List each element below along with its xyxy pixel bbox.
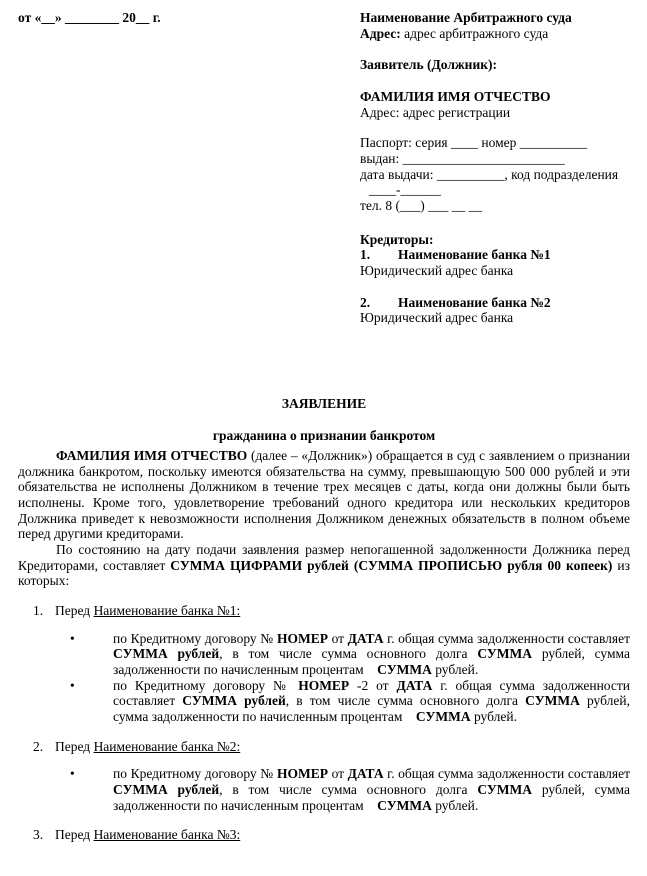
debt-item-3-number: 3. — [33, 827, 44, 843]
body-paragraph-1: ФАМИЛИЯ ИМЯ ОТЧЕСТВО (далее – «Должник») обращается в суд с заявлением о признании должника банкротом, поскольку имеются обязательства на сумму, превышающую 500 000 рублей и эти обязательства не исполнены Должником в течение трех месяцев с даты, когда они должны были быть исполнены. Кроме того, удовлетворение требований одного кредитора или нескольких кредиторов Должника приведет к невозможности исполнения Должником денежных обязательств в полном объеме перед другими кредиторами. — [18, 448, 630, 542]
debt-item-2-bank-name: Наименование банка №2: — [93, 738, 241, 754]
court-address — [360, 26, 630, 42]
bullet-marker: • — [70, 677, 75, 693]
header-left-column — [18, 10, 360, 26]
document-subtitle: гражданина о признании банкротом — [212, 427, 436, 443]
court-address-value: адрес арбитражного суда — [400, 25, 549, 41]
passport-issued-line: выдан: ________________________ — [360, 150, 565, 166]
court-name: Наименование Арбитражного суда — [360, 10, 572, 25]
debt-item-3-heading — [18, 827, 630, 843]
debt-list — [18, 603, 630, 843]
debt-item-1-bullet-2-text: по Кредитному договору № НОМЕР -2 от ДАТА г. общая сумма задолженности составляет СУММА рублей, в том числе сумма основного долга СУММА рублей, сумма задолженности по начисленным процентам СУММА рублей. — [113, 677, 631, 724]
debt-item-2-number: 2. — [33, 738, 44, 754]
passport-division-code-line: ____-______ — [369, 182, 441, 198]
court-address-label: Адрес: — [360, 25, 401, 41]
creditor-2-bank-name: Наименование банка №2 — [398, 294, 551, 310]
debt-item-2-heading — [18, 739, 630, 755]
debt-item-1-bullet-1-text: по Кредитному договору № НОМЕР от ДАТА г. общая сумма задолженности составляет СУММА рублей, в том числе сумма основного долга СУММА рублей, сумма задолженности по начисленным процентам СУММА рублей. — [113, 630, 630, 678]
debt-item-2-bullet-1-text: по Кредитному договору № НОМЕР от ДАТА г. общая сумма задолженности составляет СУММА рублей, в том числе сумма основного долга СУММА рублей, сумма задолженности по начисленным процентам СУММА рублей. — [113, 766, 630, 813]
debt-item-1-heading — [18, 603, 630, 619]
debt-item-3-prefix: Перед — [55, 827, 94, 843]
debt-list-item-2 — [18, 739, 630, 814]
debt-item-1-number: 1. — [33, 603, 44, 619]
creditor-2-name — [360, 295, 630, 311]
passport-series-number-line: Паспорт: серия ____ номер __________ — [360, 135, 588, 151]
creditor-1-address: Юридический адрес банка — [360, 262, 514, 278]
bullet-marker: • — [70, 630, 75, 646]
debt-item-1-bullet-1 — [18, 631, 630, 678]
debt-item-2-prefix: Перед — [55, 738, 94, 754]
document-title: ЗАЯВЛЕНИЕ — [281, 395, 367, 411]
debt-list-item-3 — [18, 827, 630, 843]
applicant-address: Адрес: адрес регистрации — [360, 104, 511, 120]
phone-line: тел. 8 (___) ___ __ __ — [360, 197, 483, 213]
debt-item-1-bank-name: Наименование банка №1: — [93, 603, 241, 619]
debt-item-3-bank-name: Наименование банка №3: — [93, 827, 241, 843]
passport-block — [360, 135, 630, 213]
title-block — [18, 396, 630, 443]
debt-item-2-bullets — [18, 766, 630, 813]
header-right-column — [360, 10, 630, 326]
creditor-1-bank-name: Наименование банка №1 — [398, 247, 551, 263]
date-blank-line: от «__» ________ 20__ г. — [18, 10, 161, 25]
debt-item-2-bullet-1 — [18, 766, 630, 813]
bullet-marker: • — [70, 766, 75, 782]
document-header — [18, 10, 630, 326]
body-paragraph-2: По состоянию на дату подачи заявления размер непогашенной задолженности Должника перед Кредиторами, составляет СУММА ЦИФРАМИ рублей (СУММА ПРОПИСЬЮ рубля 00 копеек) из которых: — [18, 542, 630, 589]
creditor-2-address: Юридический адрес банка — [360, 310, 514, 326]
creditor-1-number: 1. — [360, 247, 371, 263]
creditor-1-name — [360, 247, 630, 263]
debt-item-1-bullet-2 — [18, 678, 630, 725]
creditor-2-number: 2. — [360, 294, 371, 310]
debt-list-item-1 — [18, 603, 630, 725]
passport-issue-date-line: дата выдачи: __________, код подразделения — [360, 166, 619, 182]
debt-item-1-bullets — [18, 631, 630, 725]
creditors-label: Кредиторы: — [360, 231, 434, 247]
applicant-label: Заявитель (Должник): — [360, 57, 498, 73]
debt-item-1-prefix: Перед — [55, 603, 94, 619]
applicant-name: ФАМИЛИЯ ИМЯ ОТЧЕСТВО — [360, 88, 551, 104]
